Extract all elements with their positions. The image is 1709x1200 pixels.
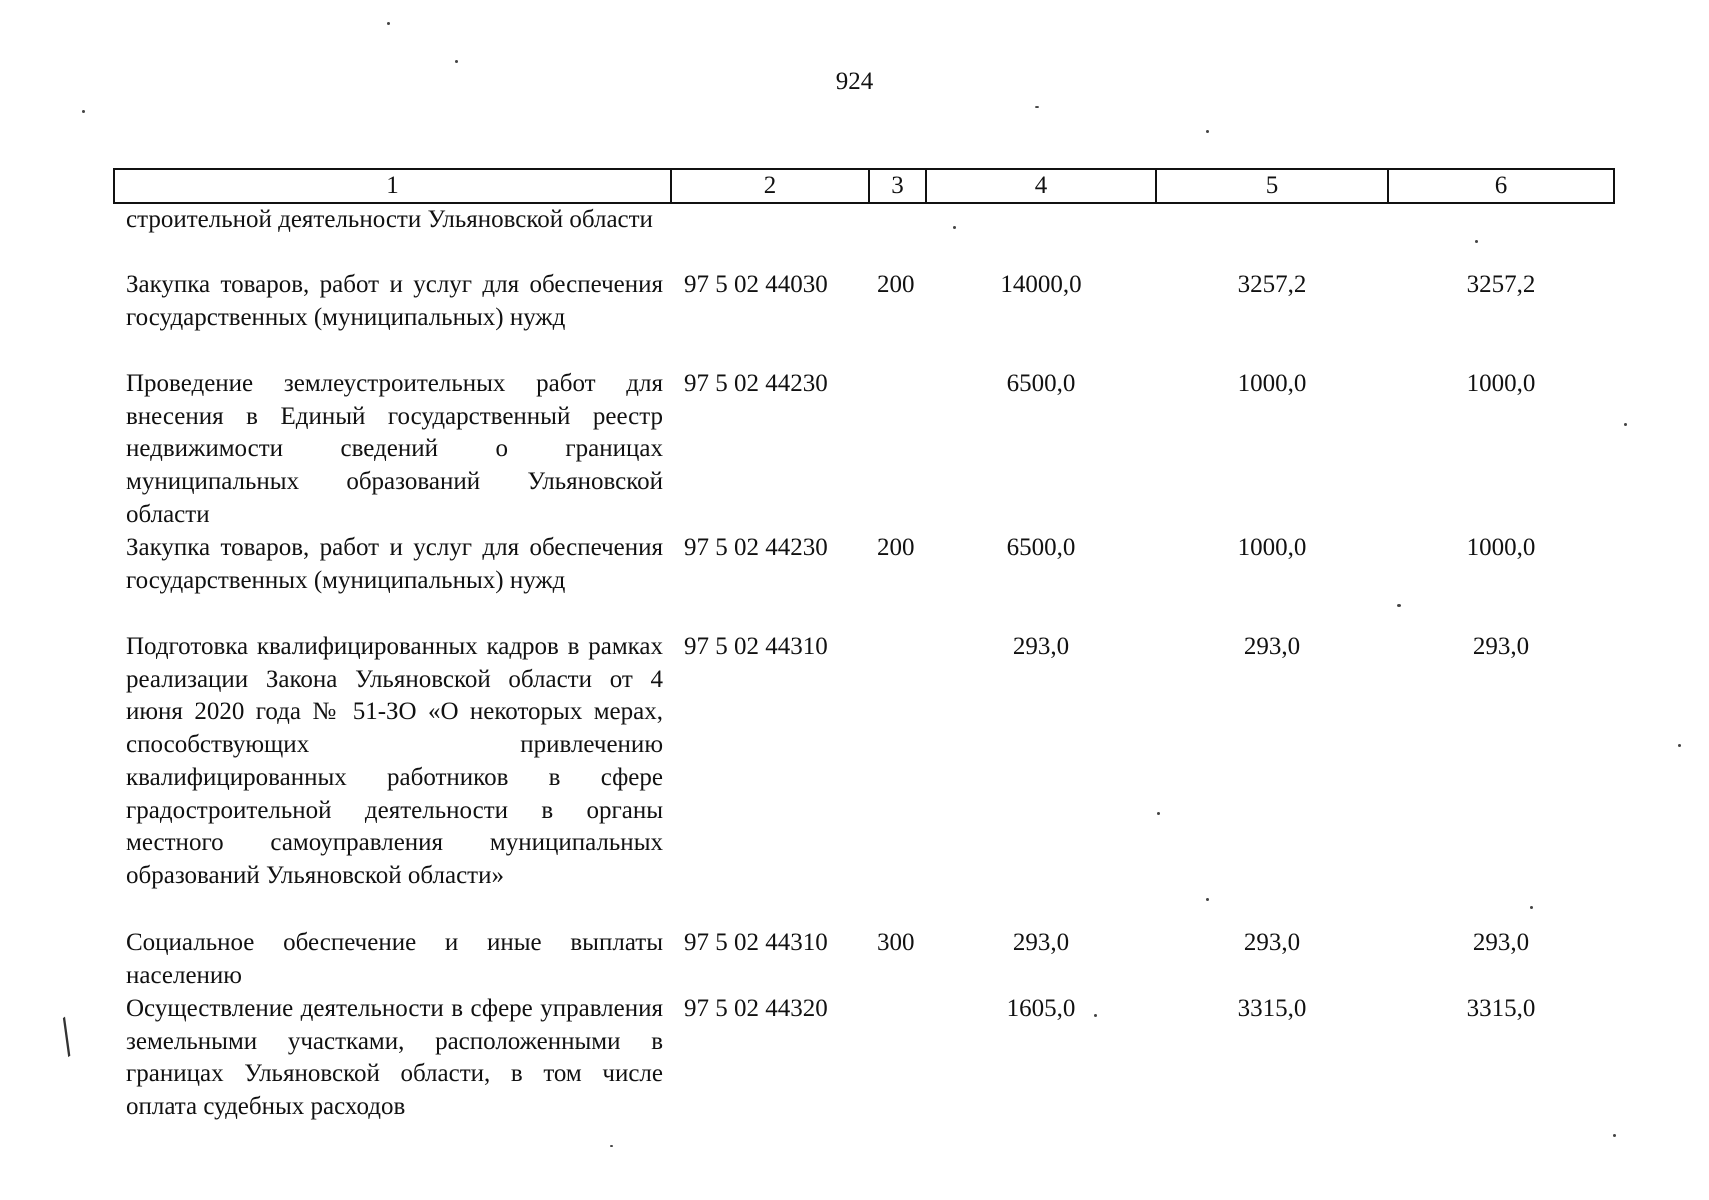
row-target-code: 97 5 02 44230 — [684, 534, 828, 561]
row-value-col6: 3257,2 — [1466, 271, 1536, 298]
table-row — [114, 927, 1614, 993]
row-value-col6: 1000,0 — [1466, 370, 1536, 397]
page-number: 924 — [835, 68, 874, 95]
pen-mark-icon: ╱ — [49, 1017, 85, 1058]
row-expense-type — [869, 203, 926, 269]
row-value-col5: 1000,0 — [1237, 370, 1307, 397]
row-description: строительной деятельности Ульяновской области — [126, 206, 653, 233]
column-header: 3 — [869, 169, 926, 203]
row-value-col6: 1000,0 — [1466, 534, 1536, 561]
row-value-col6: 293,0 — [1472, 929, 1530, 956]
scan-speck — [387, 22, 390, 25]
scan-speck — [1206, 898, 1209, 901]
row-expense-type — [869, 993, 926, 1125]
column-header: 6 — [1388, 169, 1614, 203]
column-header: 5 — [1156, 169, 1388, 203]
row-description: Закупка товаров, работ и услуг для обеспечения государственных (муниципальных) нужд — [126, 271, 663, 331]
row-description: Проведение землеустроительных работ для внесения в Единый государственный реестр недвижимости сведений о границах муниципальных образований Ульяновской области — [126, 370, 663, 528]
row-value-col4: 1605,0 — [1006, 995, 1076, 1022]
table-row — [114, 203, 1614, 269]
row-target-code: 97 5 02 44030 — [684, 271, 828, 298]
row-value-col5: 293,0 — [1243, 929, 1301, 956]
row-value-col4: 14000,0 — [1000, 271, 1082, 298]
scan-speck — [1530, 906, 1533, 909]
table-row — [114, 368, 1614, 532]
row-target-code: 97 5 02 44320 — [684, 995, 828, 1022]
row-target-code — [671, 203, 869, 269]
row-value-col4 — [926, 203, 1156, 269]
scan-speck — [1613, 1134, 1616, 1137]
scan-speck — [1094, 1014, 1097, 1017]
row-value-col5: 293,0 — [1243, 633, 1301, 660]
table-row — [114, 532, 1614, 631]
row-target-code: 97 5 02 44230 — [684, 370, 828, 397]
row-value-col5: 3257,2 — [1237, 271, 1307, 298]
row-description: Подготовка квалифицированных кадров в рамках реализации Закона Ульяновской области от 4 июня 2020 года № 51-ЗО «О некоторых мерах, способствующих привлечению квалифицированных работников в сфере градостроительной деятельности в органы местного самоуправления муниципальных образований Ульяновской области» — [126, 633, 663, 889]
row-value-col4: 293,0 — [1012, 929, 1070, 956]
scan-speck — [82, 110, 85, 113]
row-expense-type: 300 — [877, 929, 915, 956]
scan-speck — [1475, 240, 1478, 243]
row-expense-type: 200 — [877, 271, 915, 298]
row-value-col6 — [1388, 203, 1614, 269]
scan-speck — [1624, 423, 1627, 426]
table-header-row — [114, 169, 1614, 203]
row-expense-type — [869, 631, 926, 927]
row-expense-type — [869, 368, 926, 532]
scan-speck — [610, 1145, 613, 1147]
budget-table — [113, 168, 1615, 1125]
row-target-code: 97 5 02 44310 — [684, 633, 828, 660]
scan-speck — [455, 60, 458, 63]
row-value-col6: 293,0 — [1472, 633, 1530, 660]
table-row — [114, 631, 1614, 927]
scan-speck — [953, 226, 956, 229]
row-description: Закупка товаров, работ и услуг для обеспечения государственных (муниципальных) нужд — [126, 534, 663, 594]
row-description: Социальное обеспечение и иные выплаты населению — [126, 929, 663, 989]
row-value-col4: 6500,0 — [1006, 370, 1076, 397]
row-value-col5: 3315,0 — [1237, 995, 1307, 1022]
row-value-col6: 3315,0 — [1466, 995, 1536, 1022]
scan-speck — [1206, 130, 1209, 133]
column-header: 1 — [114, 169, 671, 203]
table-row — [114, 269, 1614, 368]
row-value-col5 — [1156, 203, 1388, 269]
row-expense-type: 200 — [877, 534, 915, 561]
column-header: 4 — [926, 169, 1156, 203]
scan-speck — [1678, 744, 1681, 747]
scan-speck — [1035, 106, 1039, 108]
row-value-col4: 6500,0 — [1006, 534, 1076, 561]
row-target-code: 97 5 02 44310 — [684, 929, 828, 956]
row-value-col5: 1000,0 — [1237, 534, 1307, 561]
table-row — [114, 993, 1614, 1125]
row-description: Осуществление деятельности в сфере управления земельными участками, расположенными в границах Ульяновской области, в том числе оплата судебных расходов — [126, 995, 663, 1121]
scan-speck — [1157, 812, 1160, 815]
row-value-col4: 293,0 — [1012, 633, 1070, 660]
scan-speck — [1397, 604, 1401, 607]
column-header: 2 — [671, 169, 869, 203]
